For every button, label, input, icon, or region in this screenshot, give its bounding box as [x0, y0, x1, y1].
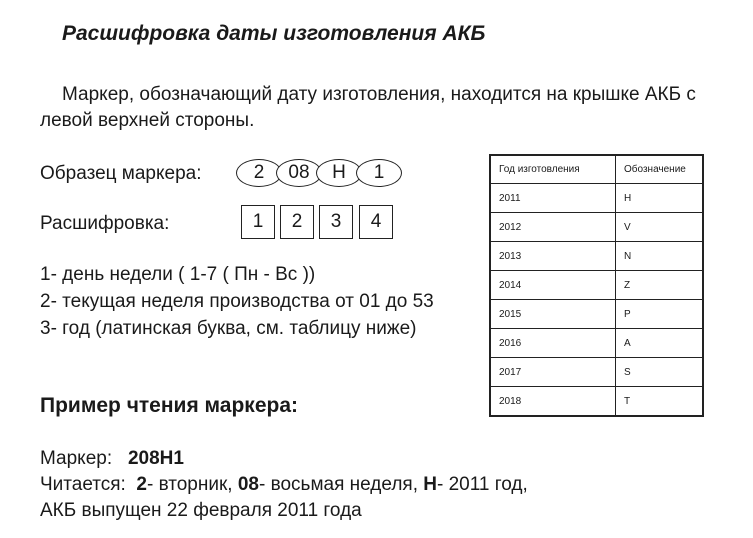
year-cell: 2018: [490, 387, 616, 417]
header-year: Год изготовления: [490, 155, 616, 184]
year-table: [489, 154, 704, 417]
decode-box-4: 4: [359, 205, 393, 239]
marker-label: Маркер:: [40, 448, 113, 469]
reads-label: Читается:: [40, 474, 126, 495]
example-result: АКБ выпущен 22 февраля 2011 года: [40, 500, 362, 521]
year-cell: 2013: [490, 242, 616, 271]
code-cell: S: [616, 358, 704, 387]
text-week: - восьмая неделя,: [259, 474, 418, 495]
decode-label: Расшифровка:: [40, 213, 170, 234]
table-row: [490, 271, 703, 300]
code-cell: A: [616, 329, 704, 358]
note-line-3: 3- год (латинская буква, см. таблицу ниже): [40, 318, 417, 339]
table-row: [490, 213, 703, 242]
table-row: [490, 242, 703, 271]
note-line-1: 1- день недели ( 1-7 ( Пн - Вс )): [40, 264, 316, 285]
example-heading: Пример чтения маркера:: [40, 394, 298, 417]
page-title: Расшифровка даты изготовления АКБ: [62, 22, 486, 45]
sample-label: Образец маркера:: [40, 163, 202, 184]
marker-part-1: 2: [236, 159, 282, 187]
header-code: Обозначение: [616, 155, 704, 184]
table-row: [490, 300, 703, 329]
marker-part-2: 08: [276, 159, 322, 187]
table-row: [490, 387, 703, 417]
year-cell: 2016: [490, 329, 616, 358]
intro-paragraph: Маркер, обозначающий дату изготовления, находится на крышке АКБ с левой верхней стороны.: [40, 84, 696, 131]
code-day: 2: [136, 474, 147, 495]
marker-part-3: H: [316, 159, 362, 187]
example-reads-line: [40, 474, 528, 496]
code-cell: H: [616, 184, 704, 213]
text-year: - 2011 год,: [436, 474, 528, 495]
year-cell: 2012: [490, 213, 616, 242]
table-header-row: [490, 155, 703, 184]
text-day: - вторник,: [146, 474, 233, 495]
code-cell: Z: [616, 271, 704, 300]
table-row: [490, 329, 703, 358]
example-marker-line: [40, 448, 184, 470]
year-cell: 2014: [490, 271, 616, 300]
year-cell: 2011: [490, 184, 616, 213]
code-cell: N: [616, 242, 704, 271]
decode-box-2: 2: [280, 205, 314, 239]
year-cell: 2017: [490, 358, 616, 387]
code-cell: P: [616, 300, 704, 329]
note-line-2: 2- текущая неделя производства от 01 до 53: [40, 291, 434, 312]
marker-part-4: 1: [356, 159, 402, 187]
code-year: H: [423, 474, 437, 495]
code-cell: V: [616, 213, 704, 242]
decode-box-1: 1: [241, 205, 275, 239]
code-week: 08: [237, 474, 259, 495]
decode-box-3: 3: [319, 205, 353, 239]
marker-value: 208H1: [127, 448, 184, 469]
table-row: [490, 358, 703, 387]
code-cell: T: [616, 387, 704, 417]
year-cell: 2015: [490, 300, 616, 329]
table-row: [490, 184, 703, 213]
